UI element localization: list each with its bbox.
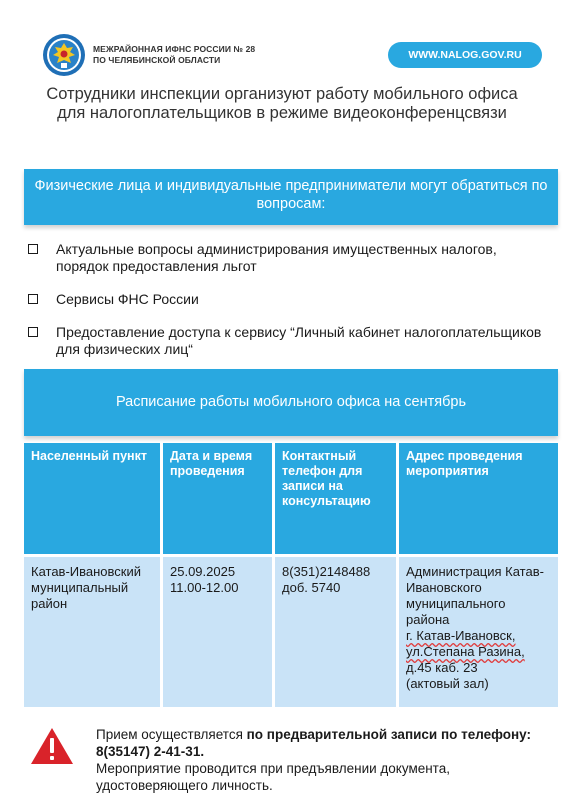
table-row <box>24 557 558 707</box>
header <box>0 0 564 80</box>
schedule-table <box>24 443 558 707</box>
date-value: 25.09.2025 <box>170 564 236 579</box>
column-header: Контактный телефон для записи на консультацию <box>275 443 399 554</box>
datetime-cell <box>163 557 275 707</box>
warning-triangle-icon <box>30 727 74 765</box>
checkbox-square-icon <box>28 244 38 254</box>
fns-emblem-icon <box>42 33 86 77</box>
time-value: 11.00-12.00 <box>170 580 239 595</box>
phone-ext: доб. 5740 <box>282 580 341 595</box>
topics-banner: Физические лица и индивидуальные предприниматели могут обратиться по вопросам: <box>24 169 558 225</box>
address-cell <box>399 557 558 707</box>
org-name-line2: ПО ЧЕЛЯБИНСКОЙ ОБЛАСТИ <box>93 55 221 65</box>
place-cell: Катав-Ивановский муниципальный район <box>24 557 163 707</box>
website-link[interactable]: WWW.NALOG.GOV.RU <box>388 42 542 68</box>
column-header: Адрес проведения мероприятия <box>406 449 523 478</box>
notice-rest: Мероприятие проводится при предъявлении документа, удостоверяющего личность. <box>96 761 450 793</box>
org-name-line1: МЕЖРАЙОННАЯ ИФНС РОССИИ № 28 <box>93 44 256 54</box>
address-line: Администрация Катав-Ивановского муниципального района <box>406 564 544 627</box>
address-line: (актовый зал) <box>406 676 489 691</box>
schedule-banner: Расписание работы мобильного офиса на сентябрь <box>24 369 558 436</box>
list-item <box>26 324 546 358</box>
notice-phone: по предварительной записи по телефону: 8(35147) 2-41-31. <box>96 727 531 759</box>
table-header-row <box>24 443 558 554</box>
address-line: д.45 каб. 23 <box>406 660 478 675</box>
topics-list <box>26 241 546 374</box>
notice-prefix: Прием осуществляется <box>96 727 247 742</box>
page-title: Сотрудники инспекции организуют работу мобильного офиса для налогоплательщиков в режиме видеоконференцсвязи <box>46 85 518 122</box>
list-item <box>26 291 546 308</box>
phone-cell <box>275 557 399 707</box>
org-name <box>93 44 255 66</box>
list-item <box>26 241 546 275</box>
phone-value: 8(351)2148488 <box>282 564 371 579</box>
column-header: Дата и время проведения <box>163 443 275 554</box>
list-item-text: Сервисы ФНС России <box>56 291 199 307</box>
checkbox-square-icon <box>28 294 38 304</box>
checkbox-square-icon <box>28 327 38 337</box>
list-item-text: Актуальные вопросы администрирования имущественных налогов, порядок предоставления льгот <box>56 241 497 274</box>
address-line: ул.Степана Разина, <box>406 644 525 659</box>
list-item-text: Предоставление доступа к сервису “Личный кабинет налогоплательщиков для физических лиц“ <box>56 324 542 357</box>
address-line: г. Катав-Ивановск, <box>406 628 516 643</box>
column-header: Населенный пункт <box>24 443 163 554</box>
notice-text <box>96 726 536 794</box>
